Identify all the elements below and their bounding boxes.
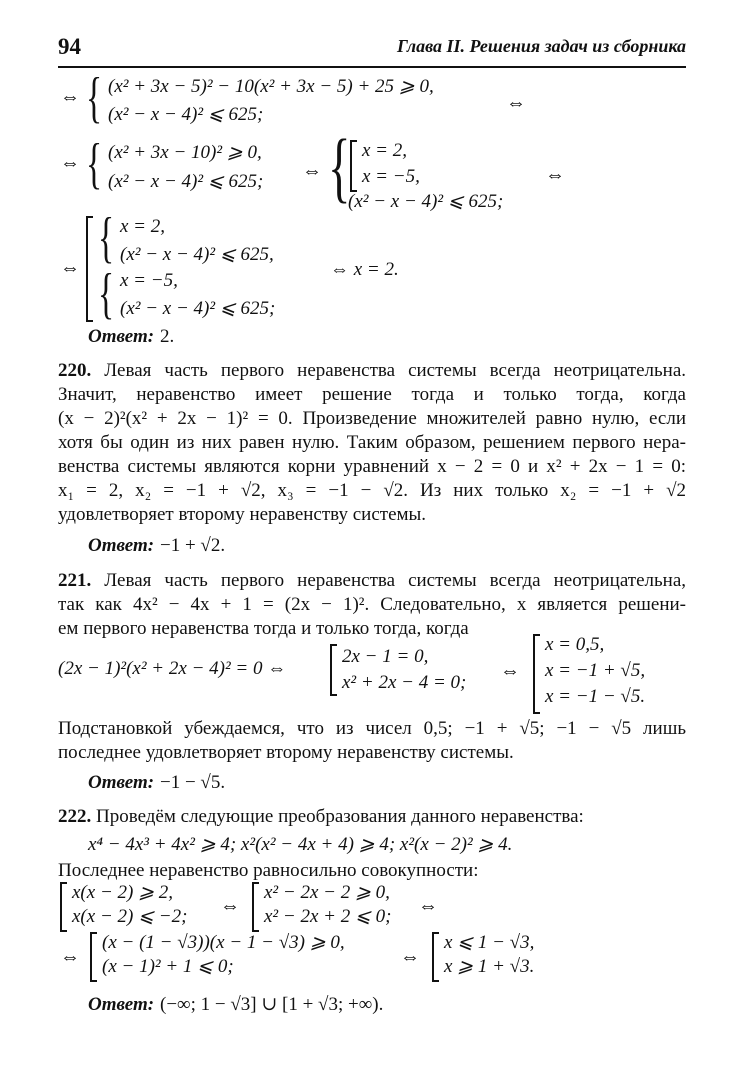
union-bracket	[60, 882, 67, 932]
set4-line2: x ⩾ 1 + √3.	[444, 956, 535, 977]
equiv-arrow: ⇔	[60, 946, 80, 968]
problem-220-line: Значит, неравенство имеет решение тогда и только тогда, когда	[58, 384, 686, 405]
system3-line3: (x² − x − 4)² ⩽ 625;	[348, 191, 504, 212]
set4-line1: x ⩽ 1 − √3,	[444, 932, 535, 953]
system3-line2: x = −5,	[362, 166, 420, 187]
set2-line1: x² − 2x − 2 ⩾ 0,	[264, 882, 390, 903]
system-brace: {	[98, 263, 115, 325]
system4-line2: (x² − x − 4)² ⩽ 625,	[120, 244, 274, 265]
problem-221-line: так как 4x² − 4x + 1 = (2x − 1)². Следовательно, x является решени-	[58, 594, 686, 615]
result: ⇔ x = 2.	[330, 259, 399, 280]
problem-220-line: (x − 2)²(x² + 2x − 1)² = 0. Произведение множителей равно нулю, если	[58, 408, 686, 429]
answer-label: Ответ:	[88, 994, 155, 1015]
answer-value: −1 + √2.	[160, 535, 226, 556]
answer-value: 2.	[160, 326, 175, 347]
system3-line1: x = 2,	[362, 140, 408, 161]
answer-value: (−∞; 1 − √3] ∪ [1 + √3; +∞).	[160, 994, 384, 1015]
problem-220-line: удовлетворяет второму неравенству системы.	[58, 504, 427, 525]
equiv-arrow: ⇔	[500, 660, 520, 682]
problem-number: 221.	[58, 570, 92, 591]
set1-line2: x(x − 2) ⩽ −2;	[72, 906, 188, 927]
set3-line1: (x − (1 − √3))(x − 1 − √3) ⩾ 0,	[102, 932, 345, 953]
answer-label: Ответ:	[88, 772, 155, 793]
problem-number: 222.	[58, 806, 92, 827]
system-brace: {	[86, 133, 103, 195]
system2-line2: (x² − x − 4)² ⩽ 625;	[108, 171, 264, 192]
equiv-arrow: ⇔	[220, 895, 240, 917]
equiv-arrow: ⇔	[400, 946, 420, 968]
system2-line1: (x² + 3x − 10)² ⩾ 0,	[108, 142, 262, 163]
set2-line2: x² − 2x + 2 ⩽ 0;	[264, 906, 392, 927]
set3-line2: (x − 1)² + 1 ⩽ 0;	[102, 956, 234, 977]
system-b-line3: x = −1 − √5.	[545, 686, 646, 707]
answer-label: Ответ:	[88, 535, 155, 556]
problem-221-line: Подстановкой убеждаемся, что из чисел 0,5; −1 + √5; −1 − √5 лишь	[58, 718, 686, 739]
answer-value: −1 − √5.	[160, 772, 226, 793]
equiv-arrow: ⇔	[60, 257, 80, 279]
answer-label: Ответ:	[88, 326, 155, 347]
header-rule	[58, 66, 686, 68]
chapter-title: Глава II. Решения задач из сборника	[396, 36, 686, 56]
equiv-arrow: ⇔	[545, 164, 565, 186]
problem-220-line: 220. Левая часть первого неравенства системы всегда неотрицательна.	[58, 360, 686, 381]
problem-222-line: 222. Проведём следующие преобразования данного неравенства:	[58, 806, 584, 827]
problem-220-line: x₁ = 2, x₂ = −1 + √2, x₃ = −1 − √2. Из них только x₂ = −1 + √2	[58, 480, 686, 501]
system-brace: {	[328, 123, 351, 210]
union-bracket	[350, 140, 357, 192]
union-bracket	[86, 216, 93, 322]
equation: (2x − 1)²(x² + 2x − 4)² = 0 ⇔	[58, 658, 287, 679]
equiv-arrow: ⇔	[302, 160, 322, 182]
problem-221-line: ем первого неравенства тогда и только тогда, когда	[58, 618, 469, 639]
problem-221-line: последнее удовлетворяет второму неравенству системы.	[58, 742, 514, 763]
system4-line3: x = −5,	[120, 270, 178, 291]
equiv-arrow: ⇔	[60, 86, 80, 108]
system-a-line2: x² + 2x − 4 = 0;	[342, 672, 467, 693]
system-b-line1: x = 0,5,	[545, 634, 605, 655]
page-number: 94	[58, 34, 81, 59]
union-bracket	[432, 932, 439, 982]
system4-line1: x = 2,	[120, 216, 166, 237]
system1-line2: (x² − x − 4)² ⩽ 625;	[108, 104, 264, 125]
equiv-arrow: ⇔	[418, 895, 438, 917]
problem-220-line: хотя бы один из них равен нулю. Таким образом, решением первого нера-	[58, 432, 686, 453]
set1-line1: x(x − 2) ⩾ 2,	[72, 882, 174, 903]
equiv-arrow: ⇔	[60, 152, 80, 174]
system-brace: {	[86, 67, 103, 129]
equiv-arrow: ⇔	[506, 92, 526, 114]
system-a-line1: 2x − 1 = 0,	[342, 646, 429, 667]
system-b-line2: x = −1 + √5,	[545, 660, 646, 681]
page-header	[58, 30, 686, 64]
union-bracket	[533, 634, 540, 714]
inequality-chain: x⁴ − 4x³ + 4x² ⩾ 4; x²(x² − 4x + 4) ⩾ 4; x²(x − 2)² ⩾ 4.	[88, 834, 513, 855]
union-bracket	[330, 644, 337, 696]
problem-220-line: венства системы являются корни уравнений x − 2 = 0 и x² + 2x − 1 = 0:	[58, 456, 686, 477]
union-bracket	[252, 882, 259, 932]
problem-number: 220.	[58, 360, 92, 381]
system-brace: {	[98, 207, 115, 269]
union-bracket	[90, 932, 97, 982]
system1-line1: (x² + 3x − 5)² − 10(x² + 3x − 5) + 25 ⩾ 0,	[108, 76, 434, 97]
problem-221-line: 221. Левая часть первого неравенства системы всегда неотрицательна,	[58, 570, 686, 591]
system4-line4: (x² − x − 4)² ⩽ 625;	[120, 298, 276, 319]
problem-222-line: Последнее неравенство равносильно совокупности:	[58, 860, 479, 881]
